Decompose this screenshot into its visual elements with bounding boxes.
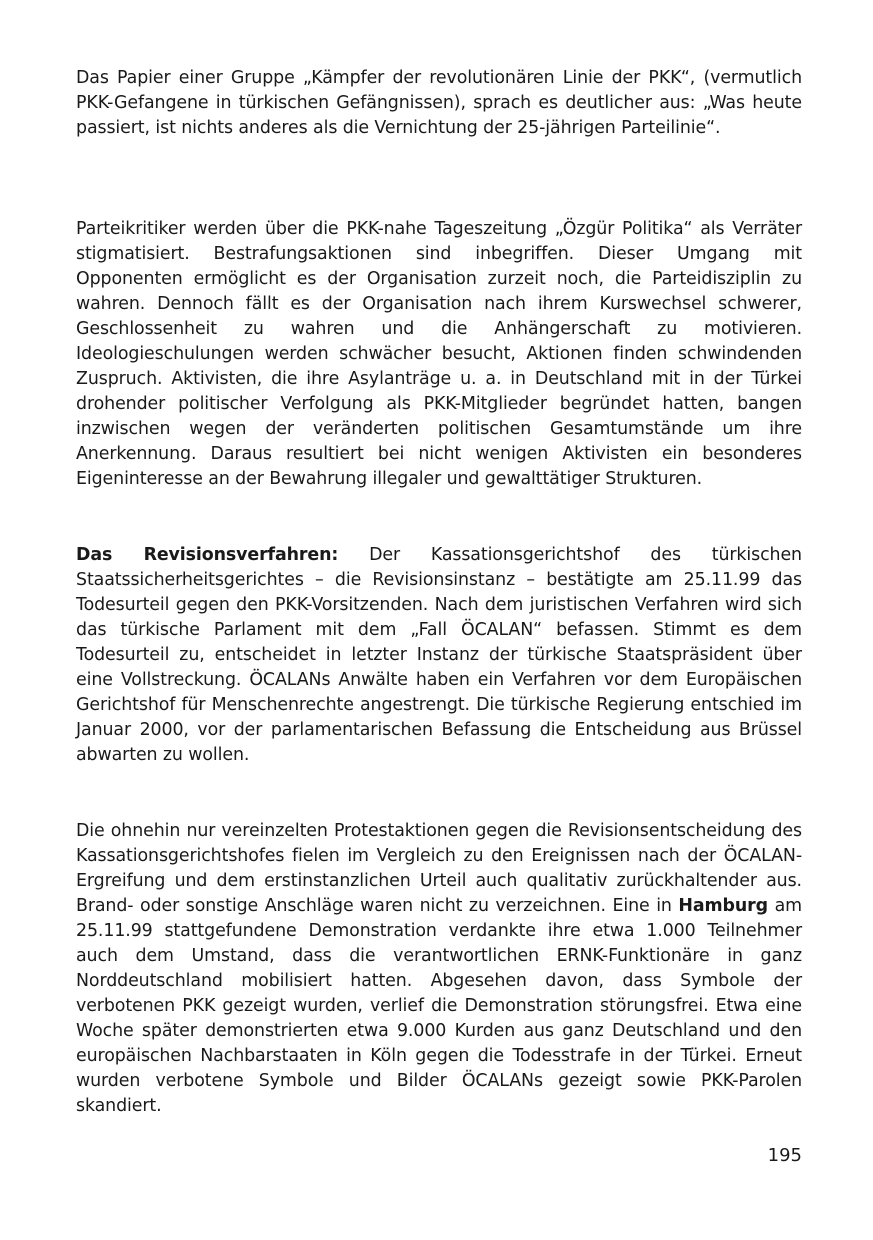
emphasis-hamburg: Hamburg (678, 896, 768, 916)
paragraph-4-text-before: Die ohnehin nur vereinzelten Protestaktionen gegen die Revisionsentscheidung des Kassationsgerichtshofes fielen im Vergleich zu den Ereignissen nach der ÖCALAN-Ergreifung und dem erstinstanzlichen Urteil auch qualitativ zurückhaltender aus. Brand- oder sonstige Anschläge waren nicht zu verzeichnen. Eine in (76, 821, 802, 916)
page-number: 195 (767, 1145, 802, 1166)
paragraph-1 (76, 66, 802, 141)
paragraph-4 (76, 819, 802, 1119)
paragraph-3 (76, 543, 802, 768)
paragraph-2 (76, 217, 802, 492)
paragraph-1-text: Das Papier einer Gruppe „Kämpfer der revolutionären Linie der PKK“, (vermutlich PKK-Gefangene in türkischen Gefängnissen), sprach es deutlicher aus: „Was heute passiert, ist nichts anderes als die Vernichtung der 25-jährigen Parteilinie“. (76, 68, 802, 138)
paragraph-4-text-after: am 25.11.99 stattgefundene Demonstration verdankte ihre etwa 1.000 Teilnehmer auch dem Umstand, dass die verantwortlichen ERNK-Funktionäre in ganz Norddeutschland mobilisiert hatten. Abgesehen davon, dass Symbole der verbotenen PKK gezeigt wurden, verlief die Demonstration störungsfrei. Etwa eine Woche später demonstrierten etwa 9.000 Kurden aus ganz Deutschland und den europäischen Nachbarstaaten in Köln gegen die Todesstrafe in der Türkei. Erneut wurden verbotene Symbole und Bilder ÖCALANs gezeigt sowie PKK-Parolen skandiert. (76, 896, 802, 1116)
document-page (76, 0, 802, 1240)
paragraph-2-text: Parteikritiker werden über die PKK-nahe Tageszeitung „Özgür Politika“ als Verräter stigmatisiert. Bestrafungsaktionen sind inbegriffen. Dieser Umgang mit Opponenten ermöglicht es der Organisation zurzeit noch, die Parteidisziplin zu wahren. Dennoch fällt es der Organisation nach ihrem Kurswechsel schwerer, Geschlossenheit zu wahren und die Anhängerschaft zu motivieren. Ideologieschulungen werden schwächer besucht, Aktionen finden schwindenden Zuspruch. Aktivisten, die ihre Asylanträge u. a. in Deutschland mit in der Türkei drohender politischer Verfolgung als PKK-Mitglieder begründet hatten, bangen inzwischen wegen der veränderten politischen Gesamtumstände um ihre Anerkennung. Daraus resultiert bei nicht wenigen Aktivisten ein besonderes Eigeninteresse an der Bewahrung illegaler und gewalttätiger Strukturen. (76, 219, 802, 489)
section-heading-revisionsverfahren: Das Revisionsverfahren: (76, 545, 339, 565)
paragraph-3-text: Der Kassationsgerichtshof des türkischen Staatssicherheitsgerichtes – die Revisionsinstanz – bestätigte am 25.11.99 das Todesurteil gegen den PKK-Vorsitzenden. Nach dem juristischen Verfahren wird sich das türkische Parlament mit dem „Fall ÖCALAN“ befassen. Stimmt es dem Todesurteil zu, entscheidet in letzter Instanz der türkische Staatspräsident über eine Vollstreckung. ÖCALANs Anwälte haben ein Verfahren vor dem Europäischen Gerichtshof für Menschenrechte angestrengt. Die türkische Regierung entschied im Januar 2000, vor der parlamentarischen Befassung die Entscheidung aus Brüssel abwarten zu wollen. (76, 545, 802, 765)
